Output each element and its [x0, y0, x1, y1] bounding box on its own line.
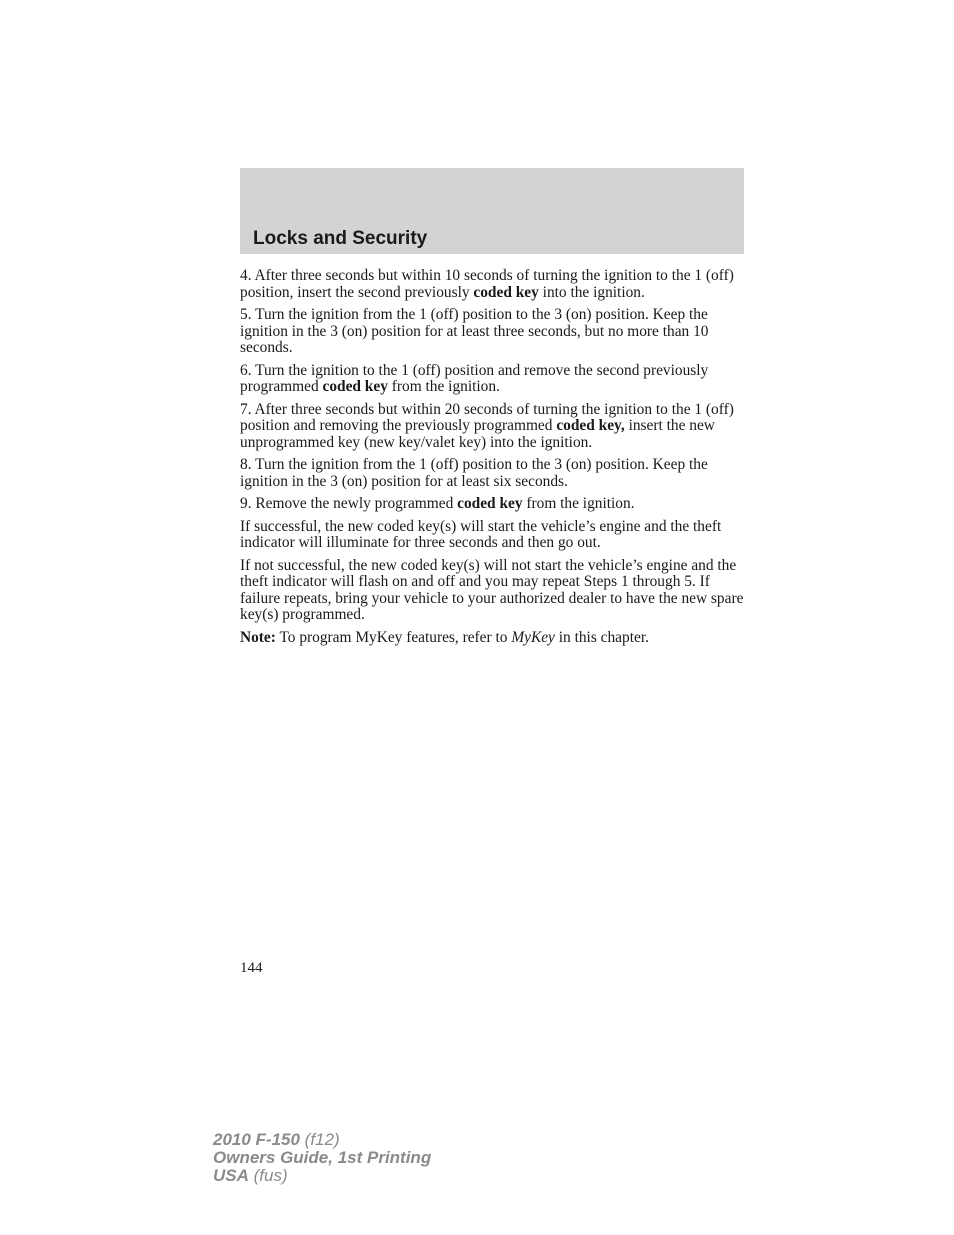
- step-9: [240, 496, 744, 513]
- step-6-emphasis: coded key: [322, 378, 388, 395]
- footer-imprint: [213, 1131, 431, 1185]
- note-paragraph: [240, 630, 744, 647]
- footer-market: USA: [213, 1166, 249, 1185]
- footer-market-code: (fus): [248, 1166, 288, 1185]
- footer-line-printing: [213, 1149, 431, 1167]
- footer-model: 2010 F-150: [213, 1130, 300, 1149]
- section-header-band: [240, 168, 744, 254]
- page-content: [240, 268, 744, 652]
- step-7: [240, 402, 744, 452]
- step-9-text-end: from the ignition.: [522, 495, 635, 512]
- footer-line-market: [213, 1167, 431, 1185]
- section-title: Locks and Security: [253, 228, 428, 249]
- step-6-text-end: from the ignition.: [387, 378, 500, 395]
- step-6-text: 6. Turn the ignition to the 1 (off) position and remove the second previously programmed: [240, 361, 709, 395]
- step-4-text-end: into the ignition.: [538, 283, 645, 301]
- footer-line-model: [213, 1131, 431, 1149]
- step-6: [240, 363, 744, 396]
- note-reference: MyKey: [511, 628, 555, 646]
- step-9-emphasis: coded key: [457, 495, 523, 512]
- step-5: 5. Turn the ignition from the 1 (off) position to the 3 (on) position. Keep the ignition in the 3 (on) position for at least three seconds, but no more than 10 seconds.: [240, 306, 709, 356]
- footer-model-code: (f12): [299, 1130, 340, 1149]
- success-paragraph: If successful, the new coded key(s) will start the vehicle’s engine and the theft indicator will illuminate for three seconds and then go out.: [240, 517, 722, 551]
- note-text: To program MyKey features, refer to: [275, 628, 512, 646]
- step-4-text: 4. After three seconds but within 10 seconds of turning the ignition to the 1 (off) position, insert the second previously: [240, 267, 734, 301]
- step-9-text: 9. Remove the newly programmed: [240, 495, 458, 512]
- page-number: 144: [240, 960, 263, 976]
- note-label: Note:: [240, 628, 276, 646]
- failure-paragraph: If not successful, the new coded key(s) will not start the vehicle’s engine and the theft indicator will flash on and off and you may repeat Steps 1 through 5. If failure repeats, bring your vehicle to your authorized dealer to have the new spare key(s) programmed.: [240, 556, 744, 623]
- note-text-end: in this chapter.: [554, 628, 649, 646]
- footer-printing: Owners Guide, 1st Printing: [213, 1148, 432, 1167]
- step-4-emphasis: coded key: [473, 283, 539, 301]
- step-4: [240, 268, 744, 301]
- step-7-text: 7. After three seconds but within 20 seconds of turning the ignition to the 1 (off) position and removing the previously programmed: [240, 400, 734, 434]
- step-7-text-end: insert the new unprogrammed key (new key/valet key) into the ignition.: [240, 417, 715, 451]
- step-7-emphasis: coded key,: [556, 417, 625, 434]
- step-8: 8. Turn the ignition from the 1 (off) position to the 3 (on) position. Keep the ignition in the 3 (on) position for at least six seconds.: [240, 456, 708, 490]
